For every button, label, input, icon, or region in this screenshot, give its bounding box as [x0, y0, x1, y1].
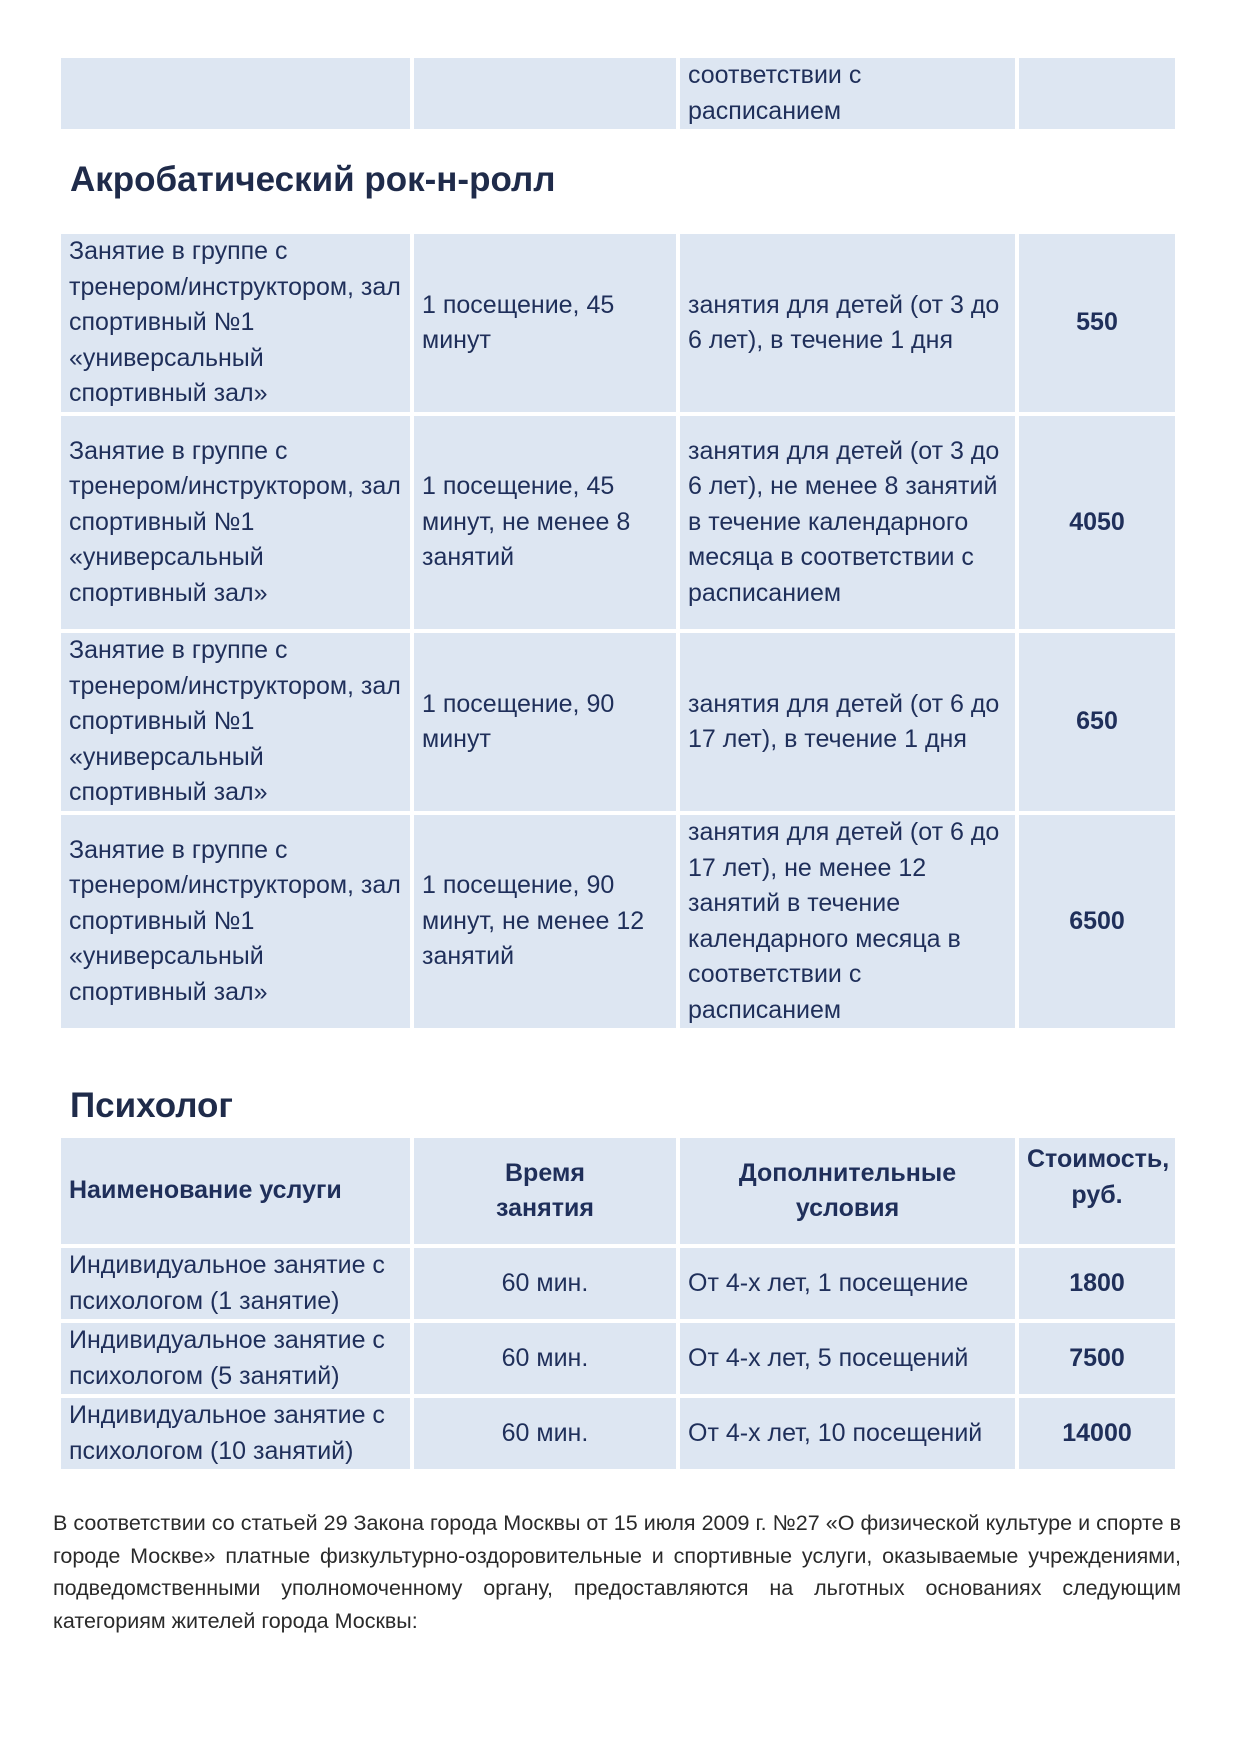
service-conditions: От 4-х лет, 10 посещений [680, 1398, 1015, 1469]
service-name: Занятие в группе с тренером/инструктором, зал спортивный №1 «универсальный спортивный зал» [61, 633, 410, 811]
section-title-psychologist: Психолог [70, 1086, 233, 1125]
service-time: 60 мин. [414, 1323, 676, 1394]
service-name: Индивидуальное занятие с психологом (10 занятий) [61, 1398, 410, 1469]
service-conditions: занятия для детей (от 6 до 17 лет), в течение 1 дня [680, 633, 1015, 811]
service-conditions: От 4-х лет, 1 посещение [680, 1248, 1015, 1319]
table-row [61, 815, 1175, 1028]
table-cell [1019, 58, 1175, 129]
continuation-table [57, 54, 1179, 133]
service-price: 4050 [1019, 416, 1175, 629]
service-conditions: занятия для детей (от 3 до 6 лет), в течение 1 дня [680, 234, 1015, 412]
service-name: Занятие в группе с тренером/инструктором, зал спортивный №1 «универсальный спортивный зал» [61, 234, 410, 412]
header-time: Время занятия [414, 1138, 676, 1244]
service-name: Индивидуальное занятие с психологом (1 занятие) [61, 1248, 410, 1319]
service-price: 650 [1019, 633, 1175, 811]
table-cell [61, 58, 410, 129]
header-name: Наименование услуги [61, 1138, 410, 1244]
service-conditions: занятия для детей (от 6 до 17 лет), не менее 12 занятий в течение календарного месяца в соответствии с расписанием [680, 815, 1015, 1028]
table-row [61, 1323, 1175, 1394]
service-price: 14000 [1019, 1398, 1175, 1469]
table-row [61, 633, 1175, 811]
section-title-acrobatic: Акробатический рок-н-ролл [70, 160, 556, 199]
service-price: 7500 [1019, 1323, 1175, 1394]
service-conditions: занятия для детей (от 3 до 6 лет), не менее 8 занятий в течение календарного месяца в соответствии с расписанием [680, 416, 1015, 629]
table-cell: соответствии с расписанием [680, 58, 1015, 129]
psychologist-table [57, 1134, 1179, 1473]
service-name: Занятие в группе с тренером/инструктором, зал спортивный №1 «универсальный спортивный зал» [61, 815, 410, 1028]
service-time: 60 мин. [414, 1248, 676, 1319]
service-price: 6500 [1019, 815, 1175, 1028]
table-row [61, 416, 1175, 629]
table-row [61, 58, 1175, 129]
footer-paragraph: В соответствии со статьей 29 Закона города Москвы от 15 июля 2009 г. №27 «О физической культуре и спорте в городе Москве» платные физкультурно-оздоровительные и спортивные услуги, оказываемые учреждениями, подведомственными уполномоченному органу, предоставляются на льготных основаниях следующим категориям жителей города Москвы: [53, 1511, 1181, 1633]
header-price: Стоимость, руб. [1019, 1138, 1175, 1244]
service-time: 60 мин. [414, 1398, 676, 1469]
service-time: 1 посещение, 90 минут, не менее 12 занятий [414, 815, 676, 1028]
service-time: 1 посещение, 45 минут [414, 234, 676, 412]
table-row [61, 1248, 1175, 1319]
service-price: 1800 [1019, 1248, 1175, 1319]
table-row [61, 234, 1175, 412]
acrobatic-table [57, 230, 1179, 1032]
table-row [61, 1398, 1175, 1469]
service-name: Занятие в группе с тренером/инструктором, зал спортивный №1 «универсальный спортивный зал» [61, 416, 410, 629]
table-cell [414, 58, 676, 129]
service-price: 550 [1019, 234, 1175, 412]
service-conditions: От 4-х лет, 5 посещений [680, 1323, 1015, 1394]
header-conditions: Дополнительные условия [680, 1138, 1015, 1244]
service-name: Индивидуальное занятие с психологом (5 занятий) [61, 1323, 410, 1394]
table-header-row [61, 1138, 1175, 1244]
service-time: 1 посещение, 90 минут [414, 633, 676, 811]
service-time: 1 посещение, 45 минут, не менее 8 занятий [414, 416, 676, 629]
